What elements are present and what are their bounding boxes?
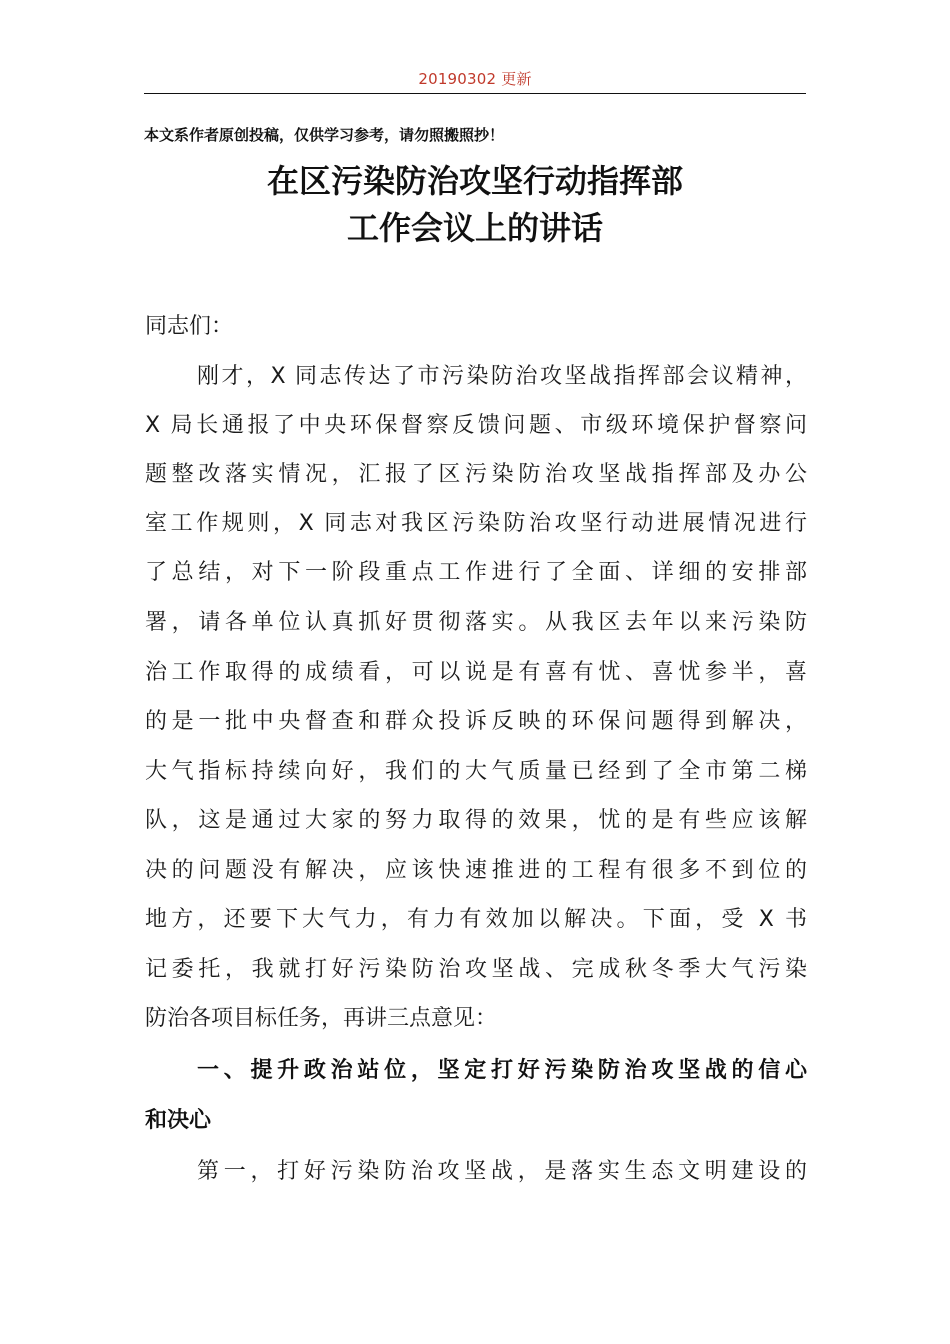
paragraph-line: 大气指标持续向好，我们的大气质量已经到了全市第二梯	[145, 759, 807, 784]
paragraph-line: 地方，还要下大气力，有力有效加以解决。下面，受 X 书	[145, 907, 807, 932]
section-heading-line: 和决心	[145, 1108, 212, 1133]
paragraph-line: 治工作取得的成绩看，可以说是有喜有忧、喜忧参半，喜	[145, 660, 807, 685]
copyright-notice: 本文系作者原创投稿，仅供学习参考，请勿照搬照抄！	[144, 126, 505, 144]
paragraph-line: 记委托，我就打好污染防治攻坚战、完成秋冬季大气污染	[145, 957, 807, 982]
salutation: 同志们：	[145, 314, 234, 339]
paragraph-line: 的是一批中央督查和群众投诉反映的环保问题得到解决，	[145, 709, 807, 734]
paragraph-line: 决的问题没有解决，应该快速推进的工程有很多不到位的	[145, 858, 807, 883]
header-divider	[144, 93, 806, 94]
paragraph-line: 防治各项目标任务，再讲三点意见：	[145, 1006, 498, 1031]
paragraph-line: 第一，打好污染防治攻坚战，是落实生态文明建设的	[197, 1159, 807, 1184]
document-title-line-1: 在区污染防治攻坚行动指挥部	[266, 162, 683, 200]
paragraph-line: 队，这是通过大家的努力取得的效果，忧的是有些应该解	[145, 808, 807, 833]
paragraph-line: 题整改落实情况，汇报了区污染防治攻坚战指挥部及办公	[145, 462, 807, 487]
document-title-line-2: 工作会议上的讲话	[346, 209, 603, 247]
header-date: 20190302 更新	[418, 70, 532, 88]
paragraph-line: 室工作规则，X 同志对我区污染防治攻坚行动进展情况进行	[145, 511, 807, 536]
paragraph-line: 了总结，对下一阶段重点工作进行了全面、详细的安排部	[145, 560, 807, 585]
paragraph-line: 刚才，X 同志传达了市污染防治攻坚战指挥部会议精神，	[197, 364, 807, 389]
section-heading-line: 一、提升政治站位，坚定打好污染防治攻坚战的信心	[197, 1058, 807, 1083]
paragraph-line: 署，请各单位认真抓好贯彻落实。从我区去年以来污染防	[145, 610, 807, 635]
paragraph-line: X 局长通报了中央环保督察反馈问题、市级环境保护督察问	[145, 413, 807, 438]
